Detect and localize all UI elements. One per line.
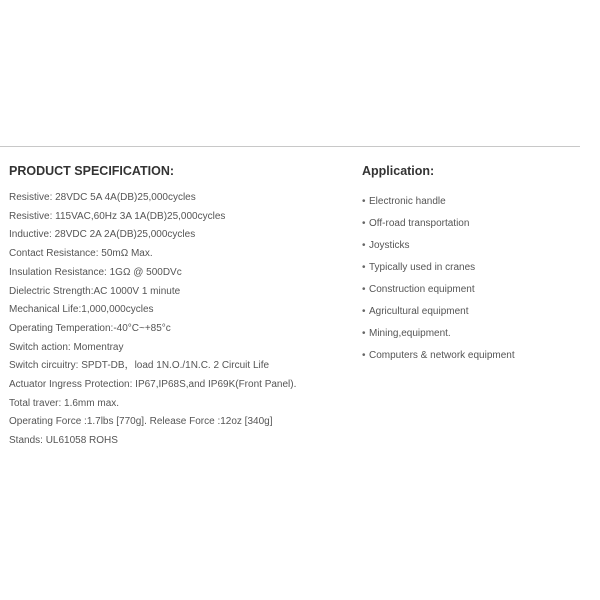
bullet-icon: • bbox=[362, 306, 366, 317]
spec-item: Stands: UL61058 ROHS bbox=[9, 435, 118, 447]
application-item bbox=[362, 323, 582, 345]
product-specification-section bbox=[9, 162, 349, 451]
spec-item: Insulation Resistance: 1GΩ @ 500DVc bbox=[9, 266, 182, 278]
bullet-icon: • bbox=[362, 350, 366, 361]
application-item-label: Construction equipment bbox=[369, 284, 475, 295]
spec-item: Operating Force :1.7lbs [770g]. Release Force :12oz [340g] bbox=[9, 416, 273, 428]
spec-item: Total traver: 1.6mm max. bbox=[9, 397, 120, 409]
application-list bbox=[362, 191, 582, 367]
spec-item: Actuator Ingress Protection: IP67,IP68S,and IP69K(Front Panel). bbox=[9, 379, 297, 391]
application-item-label: Computers & network equipment bbox=[369, 350, 515, 361]
spec-item: Switch circuitry: SPDT-DB，load 1N.O./1N.C. 2 Circuit Life bbox=[9, 360, 270, 372]
bullet-icon: • bbox=[362, 328, 366, 339]
spec-item: Switch action: Momentray bbox=[9, 341, 124, 353]
application-item bbox=[362, 279, 582, 301]
bullet-icon: • bbox=[362, 218, 366, 229]
application-item bbox=[362, 345, 582, 367]
spec-item: Resistive: 115VAC,60Hz 3A 1A(DB)25,000cycles bbox=[9, 210, 226, 222]
spec-item: Operating Temperation:-40°C~+85°c bbox=[9, 322, 171, 334]
spec-item: Contact Resistance: 50mΩ Max. bbox=[9, 248, 153, 260]
bullet-icon: • bbox=[362, 240, 366, 251]
application-item-label: Joysticks bbox=[369, 240, 410, 251]
application-item-label: Off-road transportation bbox=[369, 218, 470, 229]
product-specification-heading: PRODUCT SPECIFICATION: bbox=[9, 164, 175, 178]
bullet-icon: • bbox=[362, 284, 366, 295]
application-item-label: Mining,equipment. bbox=[369, 328, 451, 339]
application-heading: Application: bbox=[362, 164, 435, 178]
application-item-label: Agricultural equipment bbox=[369, 306, 469, 317]
spec-item: Inductive: 28VDC 2A 2A(DB)25,000cycles bbox=[9, 229, 196, 241]
application-item bbox=[362, 301, 582, 323]
application-item bbox=[362, 235, 582, 257]
application-item bbox=[362, 257, 582, 279]
application-item bbox=[362, 191, 582, 213]
spec-item: Dielectric Strength:AC 1000V 1 minute bbox=[9, 285, 181, 297]
application-section bbox=[362, 162, 582, 367]
application-item bbox=[362, 213, 582, 235]
section-divider bbox=[0, 146, 580, 147]
bullet-icon: • bbox=[362, 196, 366, 207]
spec-item: Resistive: 28VDC 5A 4A(DB)25,000cycles bbox=[9, 192, 196, 203]
bullet-icon: • bbox=[362, 262, 366, 273]
spec-item: Mechanical Life:1,000,000cycles bbox=[9, 304, 154, 316]
specification-list bbox=[9, 189, 349, 451]
application-item-label: Electronic handle bbox=[369, 196, 446, 207]
application-item-label: Typically used in cranes bbox=[369, 262, 476, 273]
